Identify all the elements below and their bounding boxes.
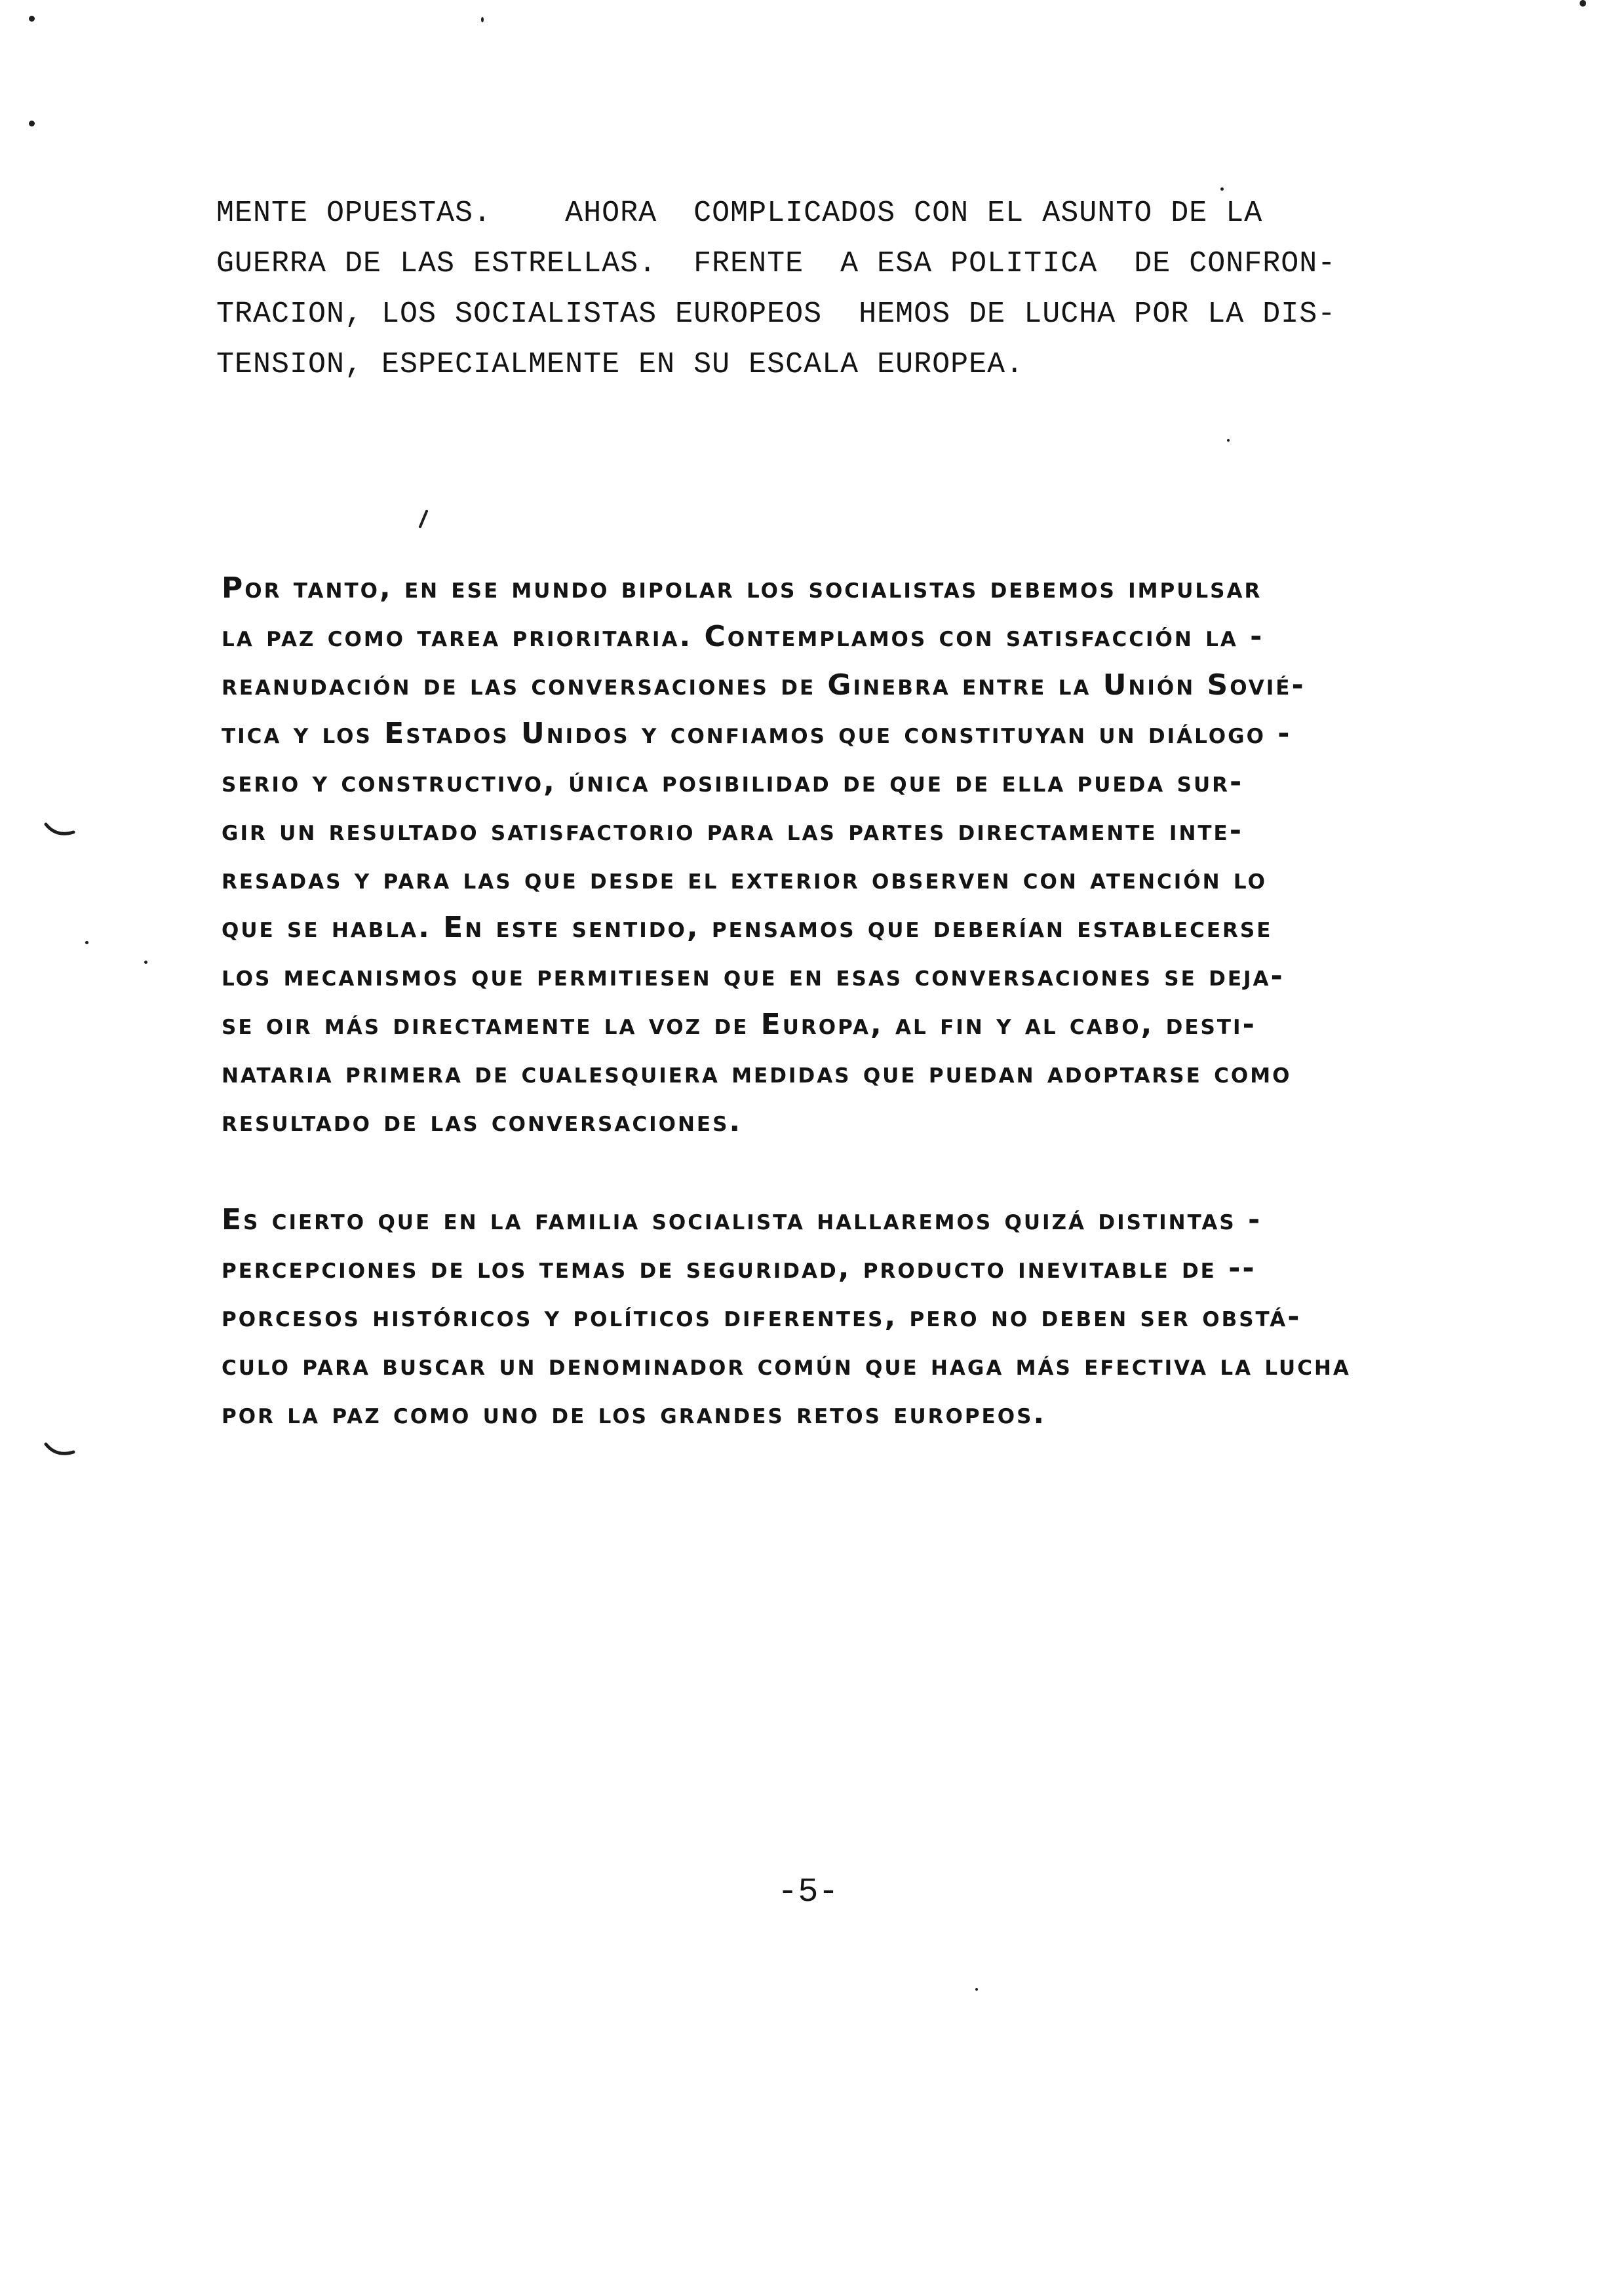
scan-speck — [29, 121, 35, 126]
hole-punch-mark — [43, 1442, 76, 1460]
paragraph-2-line: tica y los Estados Unidos y confiamos que constituyan un diálogo - — [222, 717, 1292, 750]
paragraph-1-line: TRACION, LOS SOCIALISTAS EUROPEOS HEMOS DE LUCHA POR LA DIS- — [216, 297, 1336, 331]
paragraph-1-line: GUERRA DE LAS ESTRELLAS. FRENTE A ESA POLITICA DE CONFRON- — [216, 247, 1336, 280]
page-number: -5- — [777, 1873, 839, 1911]
paragraph-2-line: Por tanto, en ese mundo bipolar los socialistas debemos impulsar — [222, 571, 1262, 605]
scan-tick-mark — [417, 510, 430, 529]
scan-speck — [85, 941, 88, 944]
paragraph-3-line: por la paz como uno de los grandes retos europeos. — [222, 1397, 1047, 1430]
hole-punch-mark — [43, 822, 76, 840]
scan-speck — [975, 1988, 978, 1991]
paragraph-3-line: culo para buscar un denominador común que haga más efectiva la lucha — [222, 1349, 1351, 1382]
scan-speck — [481, 17, 484, 22]
paragraph-2-line: se oir más directamente la voz de Europa, al fin y al cabo, desti- — [222, 1008, 1256, 1041]
paragraph-3-line: porcesos históricos y políticos diferentes, pero no deben ser obstá- — [222, 1300, 1302, 1333]
paragraph-2-line: gir un resultado satisfactorio para las partes directamente inte- — [222, 814, 1243, 847]
paragraph-2-line: resadas y para las que desde el exterior observen con atención lo — [222, 862, 1267, 896]
paragraph-2-line: reanudación de las conversaciones de Ginebra entre la Unión Sovié- — [222, 668, 1306, 702]
scan-speck — [1580, 0, 1586, 7]
paragraph-3-line: Es cierto que en la familia socialista hallaremos quizá distintas - — [222, 1203, 1262, 1236]
paragraph-2-line: serio y constructivo, única posibilidad de que de ella pueda sur- — [222, 765, 1244, 799]
paragraph-3-line: percepciones de los temas de seguridad, producto inevitable de -- — [222, 1252, 1256, 1285]
paragraph-1-line: TENSION, ESPECIALMENTE EN SU ESCALA EUROPEA. — [216, 348, 1024, 381]
paragraph-2-line: resultado de las conversaciones. — [222, 1105, 743, 1138]
paragraph-2-line: nataria primera de cualesquiera medidas que puedan adoptarse como — [222, 1056, 1292, 1090]
scan-speck — [1227, 439, 1230, 442]
paragraph-1-line: MENTE OPUESTAS. AHORA COMPLICADOS CON EL ASUNTO DE LA — [216, 197, 1263, 230]
scan-speck — [144, 961, 147, 964]
paragraph-2-line: los mecanismos que permitiesen que en esas conversaciones se deja- — [222, 959, 1285, 993]
scan-speck — [29, 16, 35, 22]
scan-speck — [1220, 187, 1224, 191]
paragraph-2-line: la paz como tarea prioritaria. Contemplamos con satisfacción la - — [222, 620, 1264, 653]
paragraph-2-line: que se habla. En este sentido, pensamos que deberían establecerse — [222, 911, 1273, 944]
